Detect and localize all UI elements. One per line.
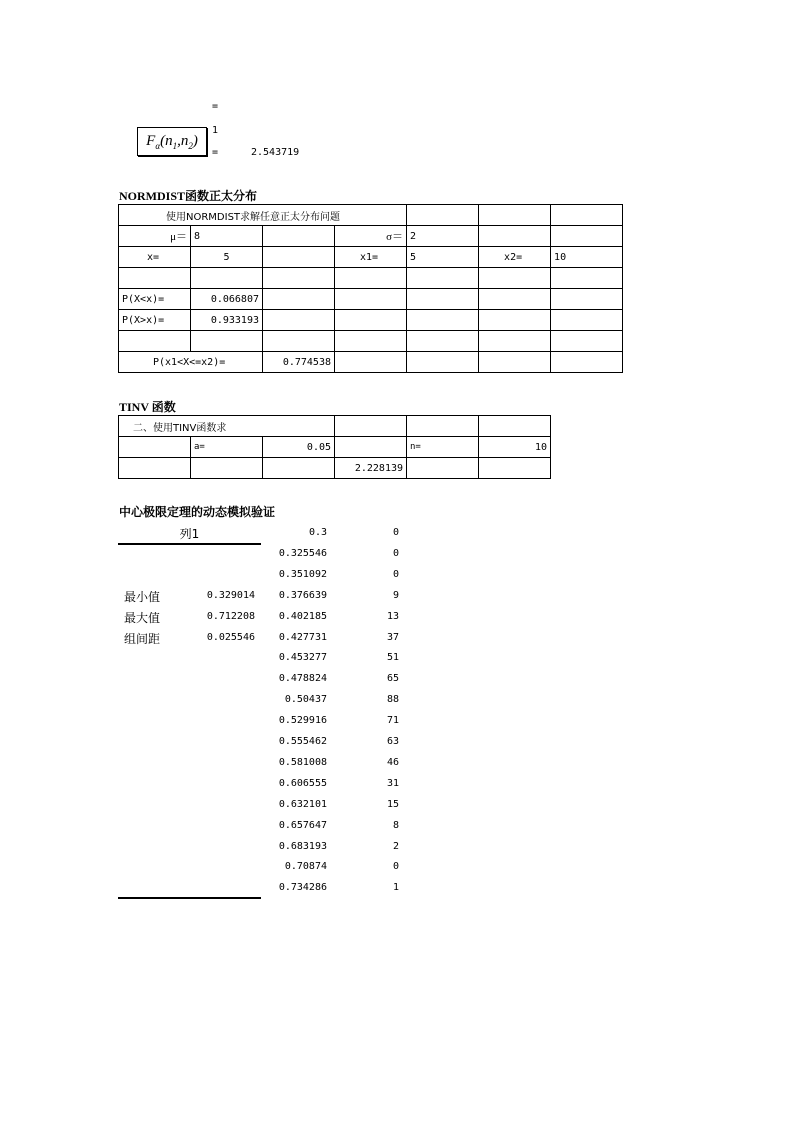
cell[interactable] <box>263 247 335 268</box>
cell[interactable] <box>407 458 479 479</box>
cell[interactable] <box>335 416 407 437</box>
cell[interactable] <box>479 458 551 479</box>
tinv-heading: TINV 函数 <box>119 400 176 414</box>
bin-value[interactable]: 0.70874 <box>284 861 327 873</box>
bin-value[interactable]: 0.376639 <box>278 589 327 601</box>
bin-value[interactable]: 0.453277 <box>278 652 327 664</box>
cell[interactable] <box>479 331 551 352</box>
cell[interactable] <box>407 205 479 226</box>
cell[interactable] <box>191 268 263 289</box>
bin-value[interactable]: 0.581008 <box>278 756 327 768</box>
cell[interactable] <box>263 226 335 247</box>
normdist-title: 使用NORMDIST求解任意正太分布问题 <box>119 205 407 226</box>
stat-label: 最大值 <box>124 611 161 625</box>
frequency-count[interactable]: 51 <box>386 652 399 664</box>
p-lt-value[interactable]: 0.066807 <box>191 289 263 310</box>
cell[interactable] <box>263 331 335 352</box>
frequency-count[interactable]: 15 <box>386 798 399 810</box>
tinv-title: 二、使用TINV函数求 <box>119 416 335 437</box>
cell[interactable] <box>407 352 479 373</box>
bin-value[interactable]: 0.632101 <box>278 798 327 810</box>
tinv-result[interactable]: 2.228139 <box>335 458 407 479</box>
frequency-count[interactable]: 2 <box>392 840 399 852</box>
bin-value[interactable]: 0.683193 <box>278 840 327 852</box>
mu-value[interactable]: 8 <box>191 226 263 247</box>
p-gt-label: P(X>x)= <box>119 310 191 331</box>
cell[interactable] <box>119 331 191 352</box>
bin-value[interactable]: 0.427731 <box>278 631 327 643</box>
cell[interactable] <box>479 310 551 331</box>
column-header: 列1 <box>179 527 200 541</box>
normdist-table <box>118 204 623 373</box>
x2-label: x2= <box>479 247 551 268</box>
cell[interactable] <box>479 205 551 226</box>
normdist-heading: NORMDIST函数正太分布 <box>119 189 258 203</box>
cell[interactable] <box>551 226 623 247</box>
cell[interactable] <box>551 205 623 226</box>
bin-value[interactable]: 0.734286 <box>278 882 327 894</box>
stat-value[interactable]: 0.025546 <box>206 632 255 643</box>
frequency-count[interactable]: 31 <box>386 777 399 789</box>
bin-value[interactable]: 0.606555 <box>278 777 327 789</box>
cell[interactable] <box>407 416 479 437</box>
frequency-count[interactable]: 46 <box>386 756 399 768</box>
p-between-label: P(x1<X<=x2)= <box>119 352 263 373</box>
cell[interactable] <box>551 289 623 310</box>
p-lt-label: P(X<x)= <box>119 289 191 310</box>
cell[interactable] <box>191 458 263 479</box>
a-label: a= <box>191 437 263 458</box>
x-value[interactable]: 5 <box>191 247 263 268</box>
sigma-value[interactable]: 2 <box>407 226 479 247</box>
cell[interactable] <box>407 289 479 310</box>
p-gt-value[interactable]: 0.933193 <box>191 310 263 331</box>
bin-value[interactable]: 0.478824 <box>278 673 327 685</box>
formula-result: 2.543719 <box>251 147 300 158</box>
cell[interactable] <box>263 310 335 331</box>
f-distribution-formula-box: $F_\alpha(n_1,n_2)$ <box>137 127 207 156</box>
stats-bottom-rule <box>118 897 261 899</box>
cell[interactable] <box>479 226 551 247</box>
frequency-count[interactable]: 65 <box>386 673 399 685</box>
cell[interactable] <box>551 310 623 331</box>
cell[interactable] <box>407 268 479 289</box>
x-label: x= <box>119 247 191 268</box>
stat-label: 组间距 <box>124 632 161 646</box>
frequency-count[interactable]: 0 <box>392 568 399 580</box>
frequency-count[interactable]: 0 <box>392 547 399 559</box>
frequency-count[interactable]: 63 <box>386 736 399 747</box>
stat-value[interactable]: 0.329014 <box>206 590 255 601</box>
cell[interactable] <box>263 289 335 310</box>
cell[interactable] <box>407 310 479 331</box>
cell[interactable] <box>479 352 551 373</box>
bin-value[interactable]: 0.657647 <box>278 819 327 831</box>
mu-label: μ＝ <box>119 226 191 247</box>
cell[interactable] <box>263 268 335 289</box>
cell[interactable] <box>335 289 407 310</box>
formula-equals-1: = <box>212 101 219 112</box>
x2-value[interactable]: 10 <box>551 247 623 268</box>
cell[interactable] <box>479 416 551 437</box>
cell[interactable] <box>119 458 191 479</box>
n-label: n= <box>407 437 479 458</box>
cell[interactable] <box>479 268 551 289</box>
frequency-count[interactable]: 88 <box>386 694 399 706</box>
cell[interactable] <box>335 437 407 458</box>
cell[interactable] <box>551 268 623 289</box>
cell[interactable] <box>119 437 191 458</box>
cell[interactable] <box>263 458 335 479</box>
cell[interactable] <box>335 310 407 331</box>
frequency-count[interactable]: 0 <box>392 527 399 538</box>
bin-value[interactable]: 0.325546 <box>278 547 327 559</box>
cell[interactable] <box>479 289 551 310</box>
frequency-count[interactable]: 9 <box>392 589 399 601</box>
cell[interactable] <box>407 331 479 352</box>
p-between-value[interactable]: 0.774538 <box>263 352 335 373</box>
bin-value[interactable]: 0.351092 <box>278 568 327 580</box>
bin-value[interactable]: 0.50437 <box>284 694 327 706</box>
formula-one: 1 <box>212 125 219 136</box>
clt-heading: 中心极限定理的动态模拟验证 <box>119 505 276 519</box>
sigma-label: σ＝ <box>335 226 407 247</box>
bin-value[interactable]: 0.529916 <box>278 715 327 727</box>
a-value[interactable]: 0.05 <box>263 437 335 458</box>
cell[interactable] <box>119 268 191 289</box>
cell[interactable] <box>551 331 623 352</box>
bin-value[interactable]: 0.555462 <box>278 736 327 747</box>
cell[interactable] <box>191 331 263 352</box>
x1-label: x1= <box>335 247 407 268</box>
frequency-count[interactable]: 0 <box>392 861 399 873</box>
frequency-count[interactable]: 71 <box>386 715 399 727</box>
frequency-count[interactable]: 8 <box>392 819 399 831</box>
stats-top-rule <box>118 543 261 545</box>
frequency-count[interactable]: 1 <box>392 882 399 894</box>
n-value[interactable]: 10 <box>479 437 551 458</box>
cell[interactable] <box>335 331 407 352</box>
tinv-table <box>118 415 551 479</box>
stat-label: 最小值 <box>124 590 161 604</box>
bin-value[interactable]: 0.3 <box>308 527 327 538</box>
cell[interactable] <box>335 352 407 373</box>
x1-value[interactable]: 5 <box>407 247 479 268</box>
frequency-count[interactable]: 13 <box>386 610 399 622</box>
stat-value[interactable]: 0.712208 <box>206 611 255 622</box>
cell[interactable] <box>335 268 407 289</box>
frequency-count[interactable]: 37 <box>386 631 399 643</box>
formula-equals-2: = <box>212 147 219 158</box>
bin-value[interactable]: 0.402185 <box>278 610 327 622</box>
cell[interactable] <box>551 352 623 373</box>
